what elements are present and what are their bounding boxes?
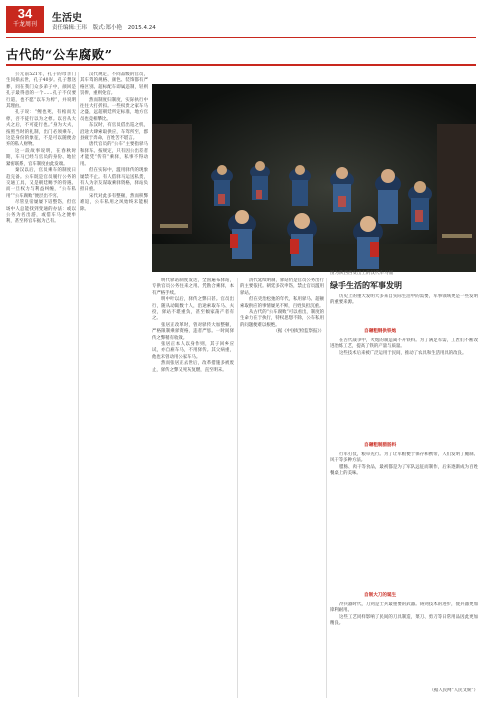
paragraph: 在古代战争中，火炮的制造离不开铁料。为了满足军需，工匠们不断改进冶炼工艺，提高了铁的产量与质量。 bbox=[330, 338, 478, 350]
paragraph: 冷兵器时代，刀剑是士兵最重要的武器。铸剑技术的进步，使兵器更加锋利耐用。 bbox=[330, 602, 478, 614]
article-column-4 bbox=[240, 278, 324, 698]
paragraph: 东汉时，有官员借出巡之机，沿途大肆索取供应，车驾所至，郡县疲于奔命，百姓苦不堪言。 bbox=[80, 123, 148, 142]
paragraph: 尽管皇帝屡屡下诏整饬，但官场中人总能找到变通的办法：或以公务为名出游，或借车马之便牟利，甚至将官车据为己有。 bbox=[6, 200, 76, 225]
article-column-1 bbox=[6, 72, 76, 697]
right-article-section-3 bbox=[330, 602, 478, 682]
subheading: 自制大刀的诞生 bbox=[364, 593, 397, 598]
right-article-section-1 bbox=[330, 338, 478, 408]
paragraph: 唐代官员的“公车”主要指驿马和驿车。按规定，只有因公出差者才能凭“传符”乘驿，私事不得动用。 bbox=[80, 142, 148, 167]
column-divider bbox=[78, 72, 79, 697]
header-rule bbox=[6, 37, 476, 38]
page-header bbox=[0, 0, 483, 40]
designer: 版式:郑小艳 bbox=[92, 25, 122, 31]
paragraph: 公元前521年，孔子的母亲门生闵损去世，孔子40岁。孔子想送葬，同在我门众多弟子中，颜回是孔子最得意的一个……孔子不仅要行道，也不愿“以车为椁”，并说明其理由。 bbox=[6, 72, 76, 110]
subheading: 自碾粗钢供铁炮 bbox=[364, 329, 397, 334]
page-number-box bbox=[6, 6, 44, 33]
right-article-intro bbox=[330, 294, 478, 324]
paragraph: 明代驿站制度发达，全国遍布驿站，专供官员公务往来之用。凭勘合乘驿，本有严格手续。 bbox=[152, 278, 234, 296]
article-column-2 bbox=[80, 72, 148, 697]
article-source: （据《中国纪检监察报》） bbox=[273, 329, 324, 335]
article-title: 古代的“公车腐败” bbox=[6, 47, 113, 62]
paragraph: 但在实际中，滥用驿传的现象屡禁不止。有人借驿马运送私货，有人为亲友谋取乘驿资格，驿站负担日重。 bbox=[80, 168, 148, 193]
paragraph: 明中叶以后，驿传之弊日甚。官员出行，随从动辄数十人，沿途索取车马、夫役，驿站不堪重负，甚至倾家荡产者有之。 bbox=[152, 297, 234, 322]
paragraph: 但在吏治松弛的年代，私用驿马、超额索取供应的事情屡见不鲜，百姓负担沉重。 bbox=[240, 297, 324, 309]
editor: 责任编辑:王玮 bbox=[52, 25, 87, 31]
paragraph: 张居正本人以身作则，其子回乡应试，亦自雇车马，不用驿传。其父病重，他也未曾动用公家车马。 bbox=[152, 342, 234, 360]
paragraph: 清代延续明制，驿站仍是官员公务出行的主要依托。朝廷多次申饬，禁止官员滥用驿站。 bbox=[240, 278, 324, 296]
paragraph: 这些技术后来被广泛运用于民间，推动了农具和生活用具的改良。 bbox=[339, 350, 467, 356]
paragraph: 从古代的“公车腐败”可以看出，制度的生命力在于执行，特权思想不除，公车私用的问题便难以根绝。 bbox=[240, 310, 324, 328]
paragraph: 然而制度归制度，实际执行中往往大打折扣。一些权贵之家车马之盛，远超朝廷所定标准，地方官员也竞相攀比。 bbox=[80, 97, 148, 122]
paragraph: 孔子说：“鲤也死，有棺而无椁，吾不徒行以为之椁。以吾从大夫之后，不可徒行也。”身为大夫，按照当时的礼制，出门必须乘车，这是身份的象征，不是可以随便舍弃的私人财物。 bbox=[6, 110, 76, 148]
photo-caption: 图为陕西西安出土的汉代车马俑 bbox=[330, 271, 393, 276]
paragraph: 腊肠、肉干等食品，最初都是为了军队远征而制作，后来逐渐成为百姓餐桌上的美味。 bbox=[330, 464, 478, 477]
section-name: 生活史 bbox=[52, 13, 82, 24]
paragraph: 汉代规定，不同品级的官员，其车驾的规格、颜色、装饰都有严格区别。超标配车即属违制，轻则罚俸，重则免官。 bbox=[80, 72, 148, 97]
paragraph: 然而张居正去世后，改革措施多被废止，驿传之弊又死灰复燃，直至明末。 bbox=[152, 361, 234, 373]
header-meta bbox=[52, 23, 160, 31]
column-divider bbox=[326, 278, 327, 698]
subheading: 自碾粗制腊肠料 bbox=[364, 443, 397, 448]
paragraph: 这些工艺同样影响了民间的刀具制造，菜刀、剪刀等日常用品因此更加精良。 bbox=[330, 614, 478, 627]
column-divider bbox=[237, 278, 238, 698]
paragraph: 这一段故事说明，在春秋时期，车马已经与官员的身份、地位紧密联系，官车制度由此发端。 bbox=[6, 148, 76, 167]
source-label: （据人民网“人民文娱”） bbox=[429, 688, 478, 693]
paragraph: 行军打仗，粮草先行。为了让军粮便于保存和携带，人们发明了腌制、风干等多种方法。 bbox=[330, 452, 478, 464]
paragraph: 历史上的重大发明大多来自实际生活中的需要，军事领域更是一些发明的重要来源。 bbox=[330, 294, 478, 306]
right-article-section-2 bbox=[330, 452, 478, 552]
paragraph: 张居正改革时，曾对驿传大加整顿，严格限制乘驿资格，违者严惩。一时间驿传之弊稍有收敛。 bbox=[152, 322, 234, 341]
terracotta-figures-photo bbox=[152, 84, 476, 272]
title-rule bbox=[6, 64, 476, 66]
paper-name: 千龙周刊 bbox=[12, 21, 37, 28]
page-number: 34 bbox=[17, 6, 33, 21]
right-article-source bbox=[400, 688, 478, 696]
article-column-3 bbox=[152, 278, 234, 698]
paragraph: 秦汉以后，官员乘车的制度日趋完备。公车既是官员履行公务的交通工具，又是朝廷赐予的待遇。而一旦权力与利益纠缠，“公车私用”“公车腐败”便层出不穷。 bbox=[6, 168, 76, 199]
right-article-title: 绿手生活的军事发明 bbox=[330, 280, 402, 290]
issue-date: 2015.4.24 bbox=[127, 25, 156, 31]
paragraph: 宋代对此多有整顿，然而积弊难返，公车私用之风始终未能根除。 bbox=[80, 193, 148, 212]
photo-illustration bbox=[152, 84, 476, 272]
